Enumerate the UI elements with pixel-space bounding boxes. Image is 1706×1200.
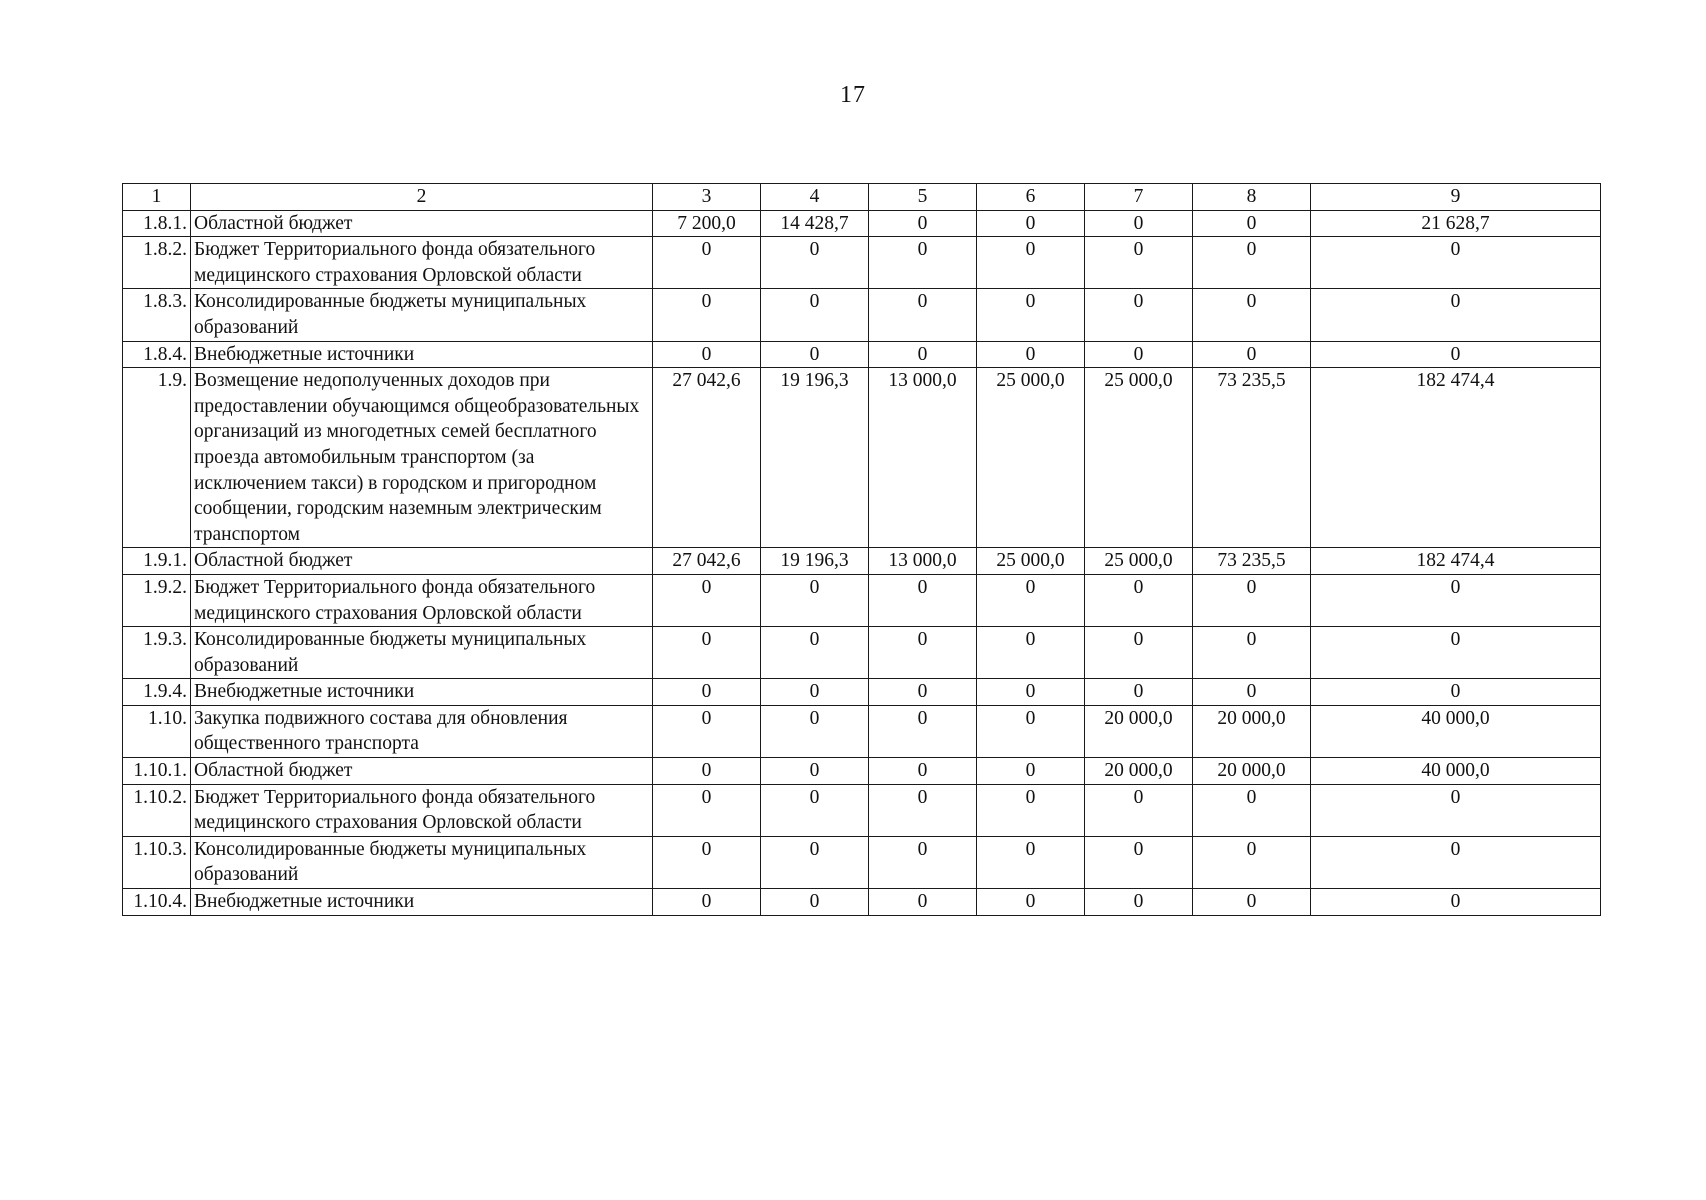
value-cell: 0 [977,784,1085,836]
value-cell: 27 042,6 [653,368,761,548]
value-cell: 0 [869,237,977,289]
value-cell: 0 [977,836,1085,888]
value-cell: 0 [653,574,761,626]
table-row [123,368,1601,548]
value-cell: 0 [761,705,869,757]
value-cell: 25 000,0 [977,368,1085,548]
value-cell: 0 [1085,341,1193,368]
table-row [123,237,1601,289]
row-number-cell: 1.9.4. [123,679,191,706]
value-cell: 0 [977,237,1085,289]
value-cell: 0 [1193,341,1311,368]
value-cell: 0 [1193,237,1311,289]
value-cell: 0 [869,679,977,706]
row-name-cell: Областной бюджет [191,548,653,575]
row-number-cell: 1.10. [123,705,191,757]
table-row [123,679,1601,706]
row-name-cell: Внебюджетные источники [191,679,653,706]
value-cell: 20 000,0 [1193,758,1311,785]
row-number-cell: 1.8.4. [123,341,191,368]
value-cell: 0 [653,627,761,679]
value-cell: 0 [1311,627,1601,679]
value-cell: 0 [1193,210,1311,237]
value-cell: 0 [1193,289,1311,341]
header-cell: 8 [1193,184,1311,211]
row-number-cell: 1.8.3. [123,289,191,341]
header-cell: 4 [761,184,869,211]
value-cell: 0 [653,836,761,888]
header-cell: 2 [191,184,653,211]
value-cell: 0 [869,758,977,785]
value-cell: 0 [761,574,869,626]
value-cell: 0 [977,289,1085,341]
table-body [123,184,1601,916]
value-cell: 0 [1311,679,1601,706]
value-cell: 25 000,0 [1085,368,1193,548]
value-cell: 0 [1193,836,1311,888]
table-header-row [123,184,1601,211]
value-cell: 0 [761,289,869,341]
value-cell: 0 [761,784,869,836]
value-cell: 40 000,0 [1311,705,1601,757]
table-row [123,758,1601,785]
value-cell: 0 [761,341,869,368]
header-cell: 1 [123,184,191,211]
value-cell: 0 [1311,574,1601,626]
page-number: 17 [840,82,866,108]
value-cell: 0 [869,784,977,836]
value-cell: 0 [869,889,977,916]
row-name-cell: Бюджет Территориального фонда обязательного медицинского страхования Орловской области [191,574,653,626]
value-cell: 25 000,0 [1085,548,1193,575]
row-number-cell: 1.9.1. [123,548,191,575]
header-cell: 6 [977,184,1085,211]
value-cell: 0 [977,627,1085,679]
value-cell: 0 [653,889,761,916]
value-cell: 0 [977,889,1085,916]
value-cell: 0 [977,679,1085,706]
value-cell: 20 000,0 [1085,705,1193,757]
value-cell: 0 [653,705,761,757]
value-cell: 0 [869,574,977,626]
value-cell: 0 [869,705,977,757]
value-cell: 0 [653,341,761,368]
row-name-cell: Внебюджетные источники [191,889,653,916]
value-cell: 0 [1085,289,1193,341]
value-cell: 40 000,0 [1311,758,1601,785]
row-number-cell: 1.9.2. [123,574,191,626]
row-name-cell: Возмещение недополученных доходов при предоставлении обучающимся общеобразовательных организаций из многодетных семей бесплатного проезда автомобильным транспортом (за исключением такси) в городском и пригородном сообщении, городским наземным электрическим транспортом [191,368,653,548]
value-cell: 0 [1085,210,1193,237]
value-cell: 19 196,3 [761,548,869,575]
value-cell: 0 [1085,836,1193,888]
row-number-cell: 1.9.3. [123,627,191,679]
value-cell: 0 [1193,627,1311,679]
table-row [123,705,1601,757]
row-name-cell: Областной бюджет [191,758,653,785]
table-row [123,836,1601,888]
table-row [123,210,1601,237]
value-cell: 0 [1085,784,1193,836]
value-cell: 0 [1311,237,1601,289]
value-cell: 0 [1193,679,1311,706]
value-cell: 0 [761,627,869,679]
row-number-cell: 1.8.2. [123,237,191,289]
value-cell: 0 [869,289,977,341]
value-cell: 0 [1193,784,1311,836]
value-cell: 0 [1311,784,1601,836]
value-cell: 14 428,7 [761,210,869,237]
header-cell: 3 [653,184,761,211]
value-cell: 27 042,6 [653,548,761,575]
table-row [123,784,1601,836]
row-name-cell: Консолидированные бюджеты муниципальных образований [191,627,653,679]
value-cell: 0 [977,758,1085,785]
value-cell: 0 [653,289,761,341]
row-name-cell: Консолидированные бюджеты муниципальных образований [191,836,653,888]
table-row [123,341,1601,368]
value-cell: 0 [1085,574,1193,626]
value-cell: 0 [761,679,869,706]
table-row [123,627,1601,679]
table-row [123,574,1601,626]
value-cell: 0 [761,758,869,785]
header-cell: 9 [1311,184,1601,211]
value-cell: 182 474,4 [1311,368,1601,548]
value-cell: 21 628,7 [1311,210,1601,237]
row-name-cell: Бюджет Территориального фонда обязательного медицинского страхования Орловской области [191,784,653,836]
table-row [123,889,1601,916]
row-number-cell: 1.10.2. [123,784,191,836]
value-cell: 0 [653,784,761,836]
value-cell: 20 000,0 [1085,758,1193,785]
value-cell: 182 474,4 [1311,548,1601,575]
value-cell: 0 [1311,836,1601,888]
table-row [123,548,1601,575]
value-cell: 0 [1311,889,1601,916]
value-cell: 0 [1193,574,1311,626]
table-row [123,289,1601,341]
value-cell: 0 [653,758,761,785]
value-cell: 0 [1193,889,1311,916]
row-name-cell: Бюджет Территориального фонда обязательного медицинского страхования Орловской области [191,237,653,289]
header-cell: 5 [869,184,977,211]
value-cell: 0 [761,237,869,289]
value-cell: 0 [653,679,761,706]
row-number-cell: 1.10.4. [123,889,191,916]
value-cell: 20 000,0 [1193,705,1311,757]
value-cell: 0 [1085,679,1193,706]
value-cell: 0 [977,574,1085,626]
value-cell: 0 [869,836,977,888]
row-name-cell: Закупка подвижного состава для обновления общественного транспорта [191,705,653,757]
row-number-cell: 1.9. [123,368,191,548]
row-number-cell: 1.8.1. [123,210,191,237]
value-cell: 73 235,5 [1193,548,1311,575]
value-cell: 19 196,3 [761,368,869,548]
value-cell: 0 [1085,889,1193,916]
row-name-cell: Консолидированные бюджеты муниципальных образований [191,289,653,341]
row-number-cell: 1.10.1. [123,758,191,785]
value-cell: 0 [869,210,977,237]
value-cell: 0 [869,627,977,679]
value-cell: 0 [1311,289,1601,341]
value-cell: 7 200,0 [653,210,761,237]
value-cell: 0 [977,705,1085,757]
value-cell: 0 [977,341,1085,368]
row-number-cell: 1.10.3. [123,836,191,888]
budget-table [122,183,1601,916]
value-cell: 0 [1085,237,1193,289]
value-cell: 0 [653,237,761,289]
value-cell: 13 000,0 [869,548,977,575]
header-cell: 7 [1085,184,1193,211]
value-cell: 0 [761,836,869,888]
value-cell: 0 [977,210,1085,237]
value-cell: 13 000,0 [869,368,977,548]
value-cell: 0 [1311,341,1601,368]
row-name-cell: Внебюджетные источники [191,341,653,368]
value-cell: 25 000,0 [977,548,1085,575]
value-cell: 73 235,5 [1193,368,1311,548]
row-name-cell: Областной бюджет [191,210,653,237]
value-cell: 0 [1085,627,1193,679]
value-cell: 0 [869,341,977,368]
value-cell: 0 [761,889,869,916]
